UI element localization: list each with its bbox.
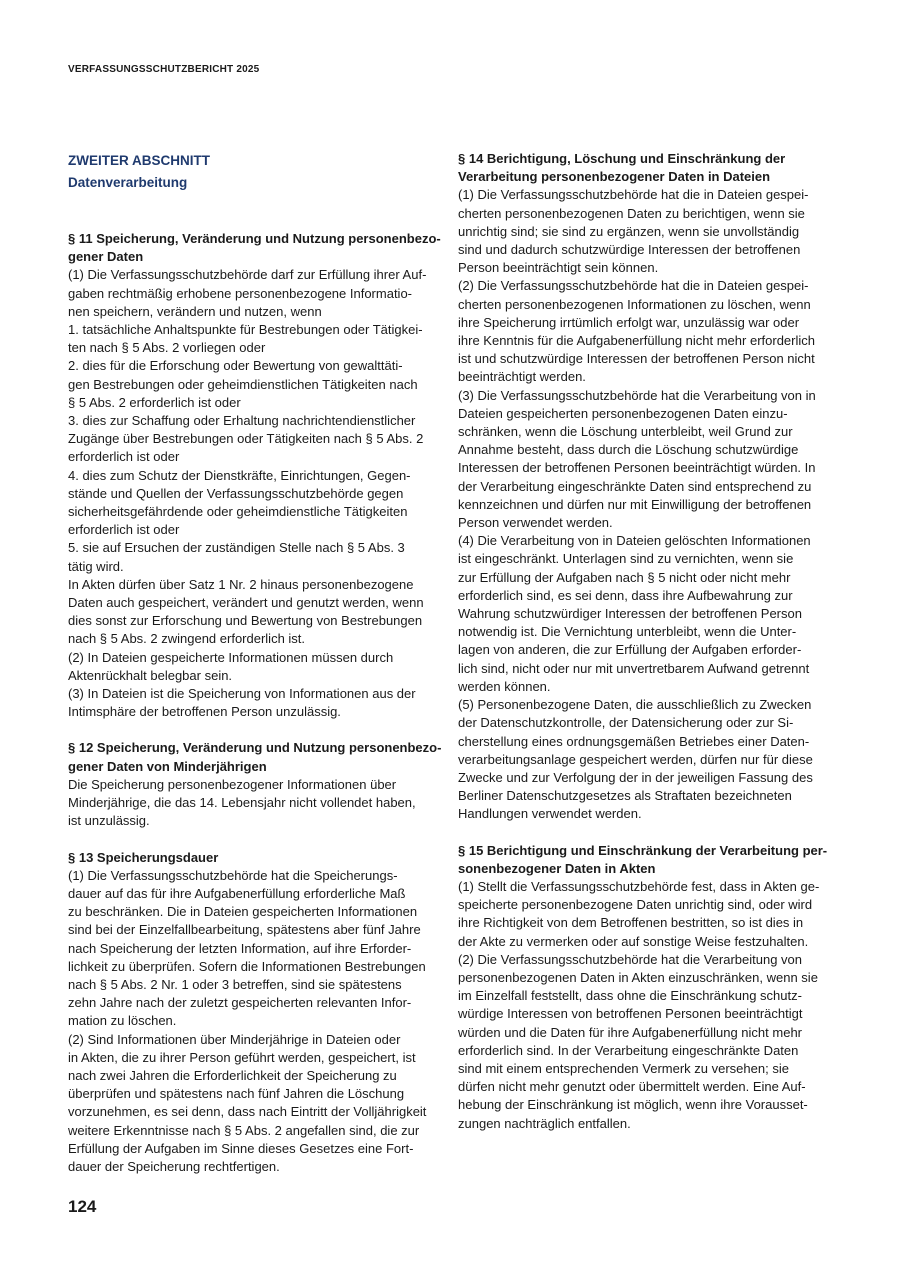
text-line: zur Erfüllung der Aufgaben nach § 5 nicht oder nicht mehr xyxy=(458,569,791,585)
title-line: § 12 Speicherung, Veränderung und Nutzung personenbezo- xyxy=(68,740,442,756)
text-line: sind mit einem entsprechenden Vermerk zu versehen; sie xyxy=(458,1060,789,1076)
left-paragraphs xyxy=(68,230,448,1176)
text-line: hebung der Einschränkung ist möglich, wenn ihre Vorausset- xyxy=(458,1097,808,1113)
left-column xyxy=(68,150,448,1194)
text-line: schränken, wenn die Löschung unterbleibt, weil Grund zur xyxy=(458,424,793,440)
text-line: ist und schutzwürdige Interessen der betroffenen Person nicht xyxy=(458,351,815,367)
title-line: § 13 Speicherungsdauer xyxy=(68,849,219,865)
text-line: würden und die Daten für ihre Aufgabenerfüllung nicht mehr xyxy=(458,1024,802,1040)
text-line: cherten personenbezogenen Informationen zu löschen, wenn xyxy=(458,296,811,312)
text-line: nach Speicherung der letzten Information, auf ihre Erforder- xyxy=(68,940,412,956)
text-line: überprüfen und spätestens nach fünf Jahren die Löschung xyxy=(68,1086,405,1102)
text-line: erforderlich sind. In der Verarbeitung eingeschränkte Daten xyxy=(458,1042,799,1058)
text-line: 3. dies zur Schaffung oder Erhaltung nachrichtendienstlicher xyxy=(68,413,416,429)
text-line: cherstellung eines ordnungsgemäßen Betriebes einer Daten- xyxy=(458,733,810,749)
right-paragraphs xyxy=(458,150,838,1133)
text-line: 4. dies zum Schutz der Dienstkräfte, Einrichtungen, Gegen- xyxy=(68,467,411,483)
text-line: vorzunehmen, es sei denn, dass nach Eintritt der Volljährigkeit xyxy=(68,1104,427,1120)
text-line: Interessen der betroffenen Personen beeinträchtigt würden. In xyxy=(458,460,816,476)
paragraph-title xyxy=(68,739,448,775)
text-line: der Verarbeitung eingeschränkte Daten sind entsprechend zu xyxy=(458,478,812,494)
text-line: im Einzelfall feststellt, dass ohne die Einschränkung schutz- xyxy=(458,988,802,1004)
text-line: 1. tatsächliche Anhaltspunkte für Bestrebungen oder Tätigkei- xyxy=(68,322,423,338)
text-line: dauer auf das für ihre Aufgabenerfüllung erforderliche Maß xyxy=(68,885,406,901)
text-line: Person beeinträchtigt sein können. xyxy=(458,260,659,276)
text-line: erforderlich ist oder xyxy=(68,449,180,465)
text-line: (1) Die Verfassungsschutzbehörde hat die Speicherungs- xyxy=(68,867,398,883)
text-line: unrichtig sind; sie sind zu ergänzen, wenn sie unvollständig xyxy=(458,223,800,239)
text-line: zehn Jahre nach der zuletzt gespeicherten relevanten Infor- xyxy=(68,995,412,1011)
text-line: Aktenrückhalt belegbar sein. xyxy=(68,667,233,683)
text-line: kennzeichnen und dürfen nur mit Einwilligung der betroffenen xyxy=(458,496,812,512)
text-line: (4) Die Verarbeitung von in Dateien gelöschten Informationen xyxy=(458,533,811,549)
text-line: Dateien gespeicherten personenbezogenen Daten einzu- xyxy=(458,405,788,421)
text-line: der Datenschutzkontrolle, der Datensicherung oder zur Si- xyxy=(458,715,794,731)
title-line: gener Daten xyxy=(68,249,144,265)
text-line: mation zu löschen. xyxy=(68,1013,177,1029)
text-line: Daten auch gespeichert, verändert und genutzt werden, wenn xyxy=(68,595,424,611)
section-heading: ZWEITER ABSCHNITT xyxy=(68,153,210,168)
page-number: 124 xyxy=(68,1197,97,1216)
text-line: erforderlich sind, es sei denn, dass ihre Aufbewahrung zur xyxy=(458,587,793,603)
text-line: (3) In Dateien ist die Speicherung von Informationen aus der xyxy=(68,686,416,702)
text-line: (2) Die Verfassungsschutzbehörde hat die Verarbeitung von xyxy=(458,951,802,967)
text-line: in Akten, die zu ihrer Person geführt werden, gespeichert, ist xyxy=(68,1049,416,1065)
text-line: werden können. xyxy=(458,678,551,694)
title-line: sonenbezogener Daten in Akten xyxy=(458,860,656,876)
paragraph-body xyxy=(68,867,448,1176)
text-line: nach § 5 Abs. 2 Nr. 1 oder 3 betreffen, sind sie spätestens xyxy=(68,976,402,992)
paragraph-title xyxy=(68,230,448,266)
text-line: gen Bestrebungen oder geheimdienstlichen Tätigkeiten nach xyxy=(68,376,418,392)
text-line: 2. dies für die Erforschung oder Bewertung von gewalttäti- xyxy=(68,358,403,374)
text-line: ist unzulässig. xyxy=(68,813,150,829)
text-line: notwendig ist. Die Vernichtung unterbleibt, wenn die Unter- xyxy=(458,624,797,640)
text-line: ihre Speicherung irrtümlich erfolgt war, unzulässig war oder xyxy=(458,314,800,330)
text-line: sicherheitsgefährdende oder geheimdienstliche Tätigkeiten xyxy=(68,504,408,520)
text-line: § 5 Abs. 2 erforderlich ist oder xyxy=(68,394,241,410)
title-line: § 11 Speicherung, Veränderung und Nutzung personenbezo- xyxy=(68,231,441,246)
title-line: gener Daten von Minderjährigen xyxy=(68,758,267,774)
paragraph-title xyxy=(458,150,838,186)
text-line: ist eingeschränkt. Unterlagen sind zu vernichten, wenn sie xyxy=(458,551,794,567)
text-line: personenbezogenen Daten in Akten einzuschränken, wenn sie xyxy=(458,969,818,985)
text-line: lichkeit zu überprüfen. Sofern die Informationen Bestrebungen xyxy=(68,958,426,974)
text-line: sind und dadurch schutzwürdige Interessen der betroffenen xyxy=(458,242,801,258)
text-line: Zwecke und zur Verfolgung der in der jeweiligen Fassung des xyxy=(458,769,813,785)
text-line: sind bei der Einzelfallbearbeitung, spätestens aber fünf Jahre xyxy=(68,922,421,938)
running-header: VERFASSUNGSSCHUTZBERICHT 2025 xyxy=(68,64,260,75)
text-line: lagen von anderen, die zur Erfüllung der Aufgaben erforder- xyxy=(458,642,802,658)
text-line: würdige Interessen von betroffenen Personen beeinträchtigt xyxy=(458,1006,803,1022)
paragraph-title xyxy=(68,849,448,867)
paragraph-body xyxy=(458,878,838,1133)
text-line: ten nach § 5 Abs. 2 vorliegen oder xyxy=(68,340,266,356)
paragraph xyxy=(68,849,448,1177)
text-line: verarbeitungsanlage gespeichert werden, dürfen nur für diese xyxy=(458,751,813,767)
paragraph-title xyxy=(458,842,838,878)
text-line: zungen nachträglich entfallen. xyxy=(458,1115,631,1131)
text-line: (2) Sind Informationen über Minderjährige in Dateien oder xyxy=(68,1031,401,1047)
text-line: Person verwendet werden. xyxy=(458,515,613,531)
text-line: ihre Richtigkeit von dem Betroffenen bestritten, so ist dies in xyxy=(458,915,804,931)
text-line: gaben rechtmäßig erhobene personenbezogene Informatio- xyxy=(68,285,413,301)
right-column xyxy=(458,150,838,1151)
text-line: (3) Die Verfassungsschutzbehörde hat die Verarbeitung von in xyxy=(458,387,816,403)
text-line: der Akte zu vermerken oder auf sonstige Weise festzuhalten. xyxy=(458,933,809,949)
text-line: erforderlich ist oder xyxy=(68,522,180,538)
text-line: 5. sie auf Ersuchen der zuständigen Stelle nach § 5 Abs. 3 xyxy=(68,540,405,556)
text-line: Minderjährige, die das 14. Lebensjahr nicht vollendet haben, xyxy=(68,795,416,811)
text-line: Intimsphäre der betroffenen Person unzulässig. xyxy=(68,704,341,720)
text-line: (1) Stellt die Verfassungsschutzbehörde fest, dass in Akten ge- xyxy=(458,878,820,894)
text-line: Die Speicherung personenbezogener Informationen über xyxy=(68,776,397,792)
text-line: Zugänge über Bestrebungen oder Tätigkeiten nach § 5 Abs. 2 xyxy=(68,431,424,447)
title-line: § 14 Berichtigung, Löschung und Einschränkung der xyxy=(458,151,786,166)
text-line: tätig wird. xyxy=(68,558,124,574)
paragraph xyxy=(458,842,838,1133)
text-line: nen speichern, verändern und nutzen, wenn xyxy=(68,303,322,319)
text-line: dürfen nicht mehr genutzt oder übermittelt werden. Eine Auf- xyxy=(458,1079,806,1095)
text-line: ihre Kenntnis für die Aufgabenerfüllung nicht mehr erforderlich xyxy=(458,333,815,349)
paragraph-body xyxy=(68,266,448,721)
text-line: Erfüllung der Aufgaben im Sinne dieses Gesetzes eine Fort- xyxy=(68,1140,414,1156)
text-line: speicherte personenbezogene Daten unrichtig sind, oder wird xyxy=(458,897,813,913)
text-line: dies sonst zur Erforschung und Bewertung von Bestrebungen xyxy=(68,613,423,629)
text-line: dauer der Speicherung rechtfertigen. xyxy=(68,1158,280,1174)
text-line: (1) Die Verfassungsschutzbehörde hat die in Dateien gespei- xyxy=(458,187,809,203)
paragraph-body xyxy=(68,776,448,831)
text-line: nach § 5 Abs. 2 zwingend erforderlich ist. xyxy=(68,631,306,647)
text-line: (2) In Dateien gespeicherte Informationen müssen durch xyxy=(68,649,394,665)
text-line: (2) Die Verfassungsschutzbehörde hat die in Dateien gespei- xyxy=(458,278,809,294)
text-line: Wahrung schutzwürdiger Interessen der betroffenen Person xyxy=(458,606,802,622)
text-line: weitere Erkenntnisse nach § 5 Abs. 2 angefallen sind, die zur xyxy=(68,1122,420,1138)
text-line: In Akten dürfen über Satz 1 Nr. 2 hinaus personenbezogene xyxy=(68,576,414,592)
text-line: nach zwei Jahren die Erforderlichkeit der Speicherung zu xyxy=(68,1067,397,1083)
title-line: Verarbeitung personenbezogener Daten in Dateien xyxy=(458,169,771,185)
title-line: § 15 Berichtigung und Einschränkung der Verarbeitung per- xyxy=(458,842,828,858)
paragraph xyxy=(458,150,838,824)
text-line: (5) Personenbezogene Daten, die ausschließlich zu Zwecken xyxy=(458,697,812,713)
paragraph-body xyxy=(458,186,838,823)
text-line: (1) Die Verfassungsschutzbehörde darf zur Erfüllung ihrer Auf- xyxy=(68,267,427,283)
text-line: beeinträchtigt werden. xyxy=(458,369,586,385)
text-line: Berliner Datenschutzgesetzes als Straftaten bezeichneten xyxy=(458,788,792,804)
text-line: cherten personenbezogenen Daten zu berichtigen, wenn sie xyxy=(458,205,805,221)
paragraph xyxy=(68,230,448,721)
text-line: Annahme besteht, dass durch die Löschung schutzwürdige xyxy=(458,442,799,458)
section-subheading: Datenverarbeitung xyxy=(68,175,188,190)
text-line: stände und Quellen der Verfassungsschutzbehörde gegen xyxy=(68,485,404,501)
text-line: Handlungen verwendet werden. xyxy=(458,806,642,822)
paragraph xyxy=(68,739,448,830)
text-line: lich sind, nicht oder nur mit unvertretbarem Aufwand getrennt xyxy=(458,660,810,676)
text-line: zu beschränken. Die in Dateien gespeicherten Informationen xyxy=(68,904,418,920)
